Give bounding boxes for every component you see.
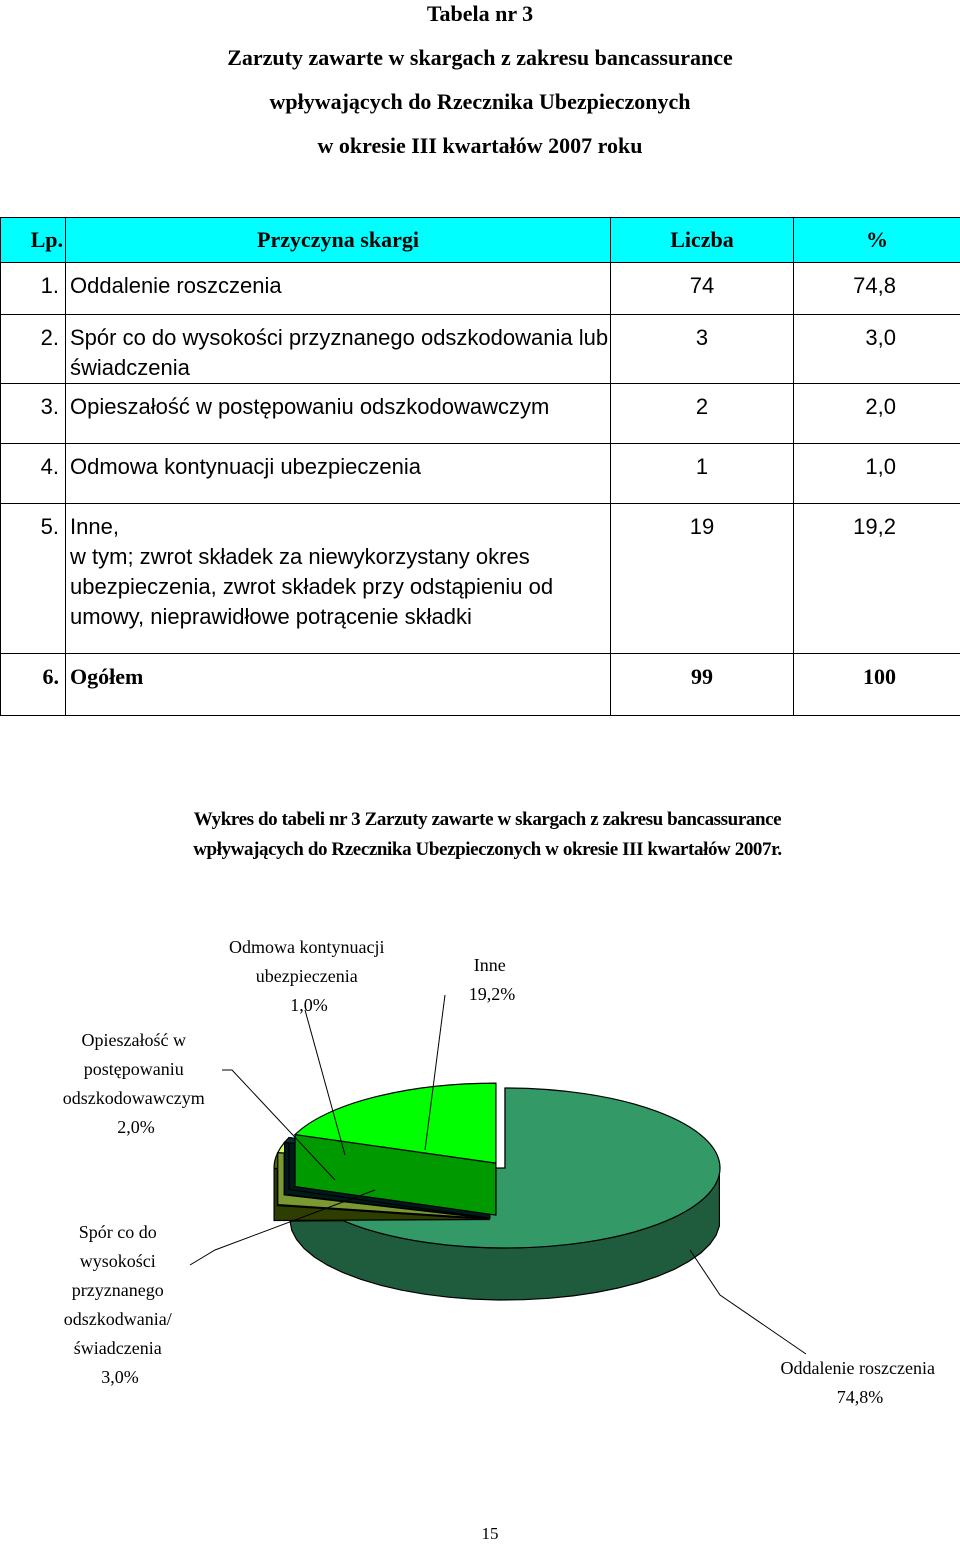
row-cause-other [66, 504, 611, 654]
label-spor-line4: odszkodwania/ [63, 1309, 172, 1329]
label-spor [64, 1222, 176, 1387]
row-count: 1 [611, 444, 794, 504]
table-row [1, 315, 960, 384]
label-inne [469, 955, 516, 1004]
label-spor-line1: Spór co do [78, 1222, 157, 1242]
complaints-table [0, 217, 960, 716]
pie-slices [274, 1083, 720, 1300]
row-pct: 3,0 [794, 315, 960, 384]
row-cause: Inne, [70, 514, 119, 539]
table-row [1, 384, 960, 444]
chart-caption-line-2: wpływających do Rzecznika Ubezpieczonych w okresie III kwartałów 2007r. [193, 839, 782, 860]
row-count: 19 [611, 504, 794, 654]
label-odmowa-value: 1,0% [290, 995, 328, 1015]
table-row [1, 444, 960, 504]
row-lp: 2. [1, 315, 66, 384]
label-opieszalosc [63, 1030, 209, 1137]
row-cause: Oddalenie roszczenia [66, 263, 611, 315]
row-count: 74 [611, 263, 794, 315]
row-lp: 3. [1, 384, 66, 444]
row-count: 2 [611, 384, 794, 444]
leader-line-oddalenie [690, 1250, 806, 1354]
title-line-1: Zarzuty zawarte w skargach z zakresu bancassurance [227, 45, 733, 70]
table-total-row [1, 654, 960, 716]
label-odmowa-line1: Odmowa kontynuacji [229, 937, 385, 957]
row-pct: 74,8 [794, 263, 960, 315]
row-lp: 4. [1, 444, 66, 504]
label-spor-line5: świadczenia [73, 1338, 162, 1358]
table-title: Tabela nr 3 [426, 1, 534, 26]
label-opieszalosc-line2: postępowaniu [83, 1059, 184, 1079]
label-oddalenie [781, 1358, 940, 1407]
row-pct: 2,0 [794, 384, 960, 444]
row-cause: Opieszałość w postępowaniu odszkodowawczym [66, 384, 611, 444]
row-pct: 19,2 [794, 504, 960, 654]
title-line-3: w okresie III kwartałów 2007 roku [317, 133, 643, 158]
table-row [1, 263, 960, 315]
label-oddalenie-name: Oddalenie roszczenia [780, 1358, 935, 1378]
label-inne-value: 19,2% [468, 984, 516, 1004]
header-pct: % [794, 218, 960, 263]
pie-chart [0, 920, 960, 1500]
label-opieszalosc-value: 2,0% [117, 1117, 155, 1137]
header-cause: Przyczyna skargi [66, 218, 611, 263]
header-lp: Lp. [1, 218, 66, 263]
row-lp: 5. [1, 504, 66, 654]
row-count: 3 [611, 315, 794, 384]
total-pct: 100 [794, 654, 960, 716]
label-spor-value: 3,0% [101, 1367, 139, 1387]
row-cause-detail: w tym; zwrot składek za niewykorzystany okres ubezpieczenia, zwrot składek przy odstąpieniu od umowy, nieprawidłowe potrącenie składki [70, 544, 554, 629]
label-spor-line2: wysokości [79, 1251, 156, 1271]
header-count: Liczba [611, 218, 794, 263]
row-lp: 1. [1, 263, 66, 315]
label-opieszalosc-line3: odszkodowawczym [62, 1088, 205, 1108]
label-inne-name: Inne [473, 955, 506, 975]
total-count: 99 [611, 654, 794, 716]
row-cause: Spór co do wysokości przyznanego odszkodowania lub świadczenia [66, 315, 611, 384]
page-number: 15 [481, 1524, 499, 1543]
chart-caption-line-1: Wykres do tabeli nr 3 Zarzuty zawarte w skargach z zakresu bancassurance [193, 809, 782, 830]
row-cause: Odmowa kontynuacji ubezpieczenia [66, 444, 611, 504]
label-oddalenie-value: 74,8% [836, 1387, 884, 1407]
title-line-2: wpływających do Rzecznika Ubezpieczonych [269, 89, 691, 114]
row-pct: 1,0 [794, 444, 960, 504]
table-header-row [1, 218, 960, 263]
label-spor-line3: przyznanego [71, 1280, 164, 1300]
table-row [1, 504, 960, 654]
label-odmowa-line2: ubezpieczenia [255, 966, 358, 986]
total-cause: Ogółem [66, 654, 611, 716]
total-lp: 6. [1, 654, 66, 716]
label-opieszalosc-line1: Opieszałość w [81, 1030, 186, 1050]
label-odmowa [229, 937, 389, 1015]
